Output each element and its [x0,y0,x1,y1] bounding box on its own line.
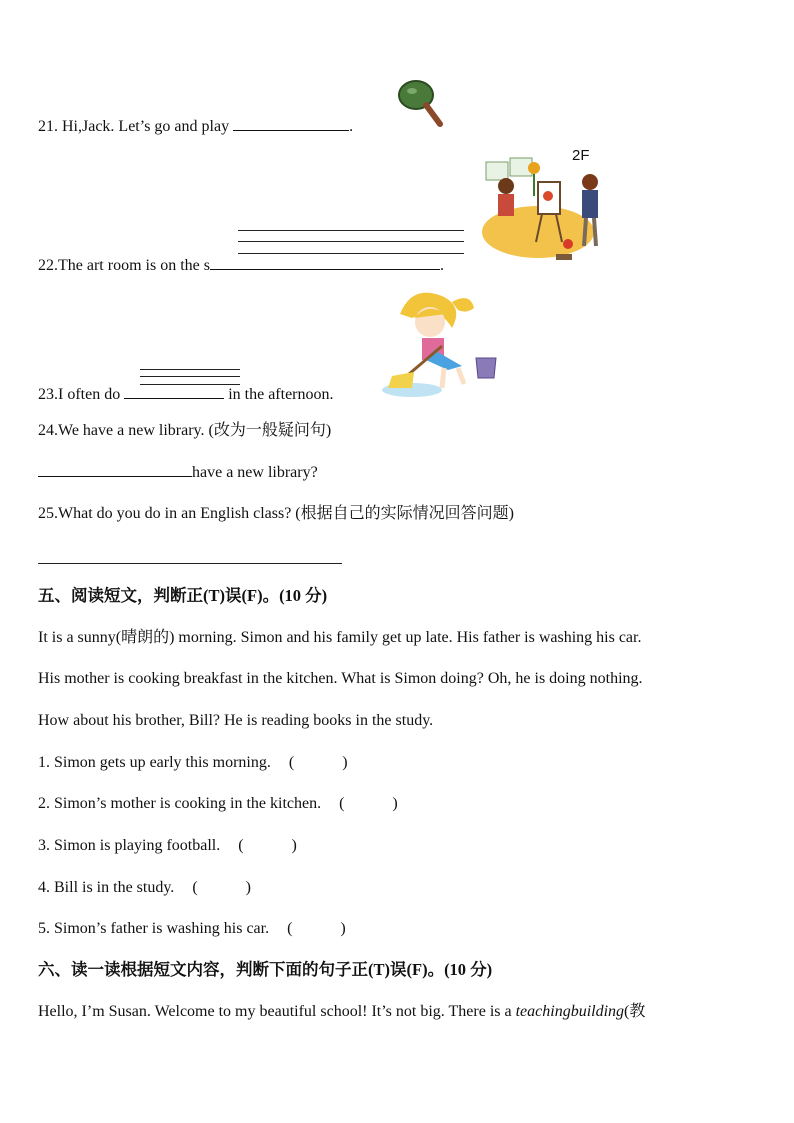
art-room-picture [480,148,602,268]
question-23 [38,384,334,405]
question-22-text: 22.The art room is on the s [38,257,210,274]
question-24: 24.We have a new library. (改为一般疑问句) [38,422,332,439]
question-23-post: in the afternoon. [224,386,334,403]
judgement-item-text: 1. Simon gets up early this morning. [38,754,271,771]
answer-parentheses[interactable]: ( ) [287,920,346,937]
judgement-item-text: 3. Simon is playing football. [38,837,221,854]
question-25: 25.What do you do in an English class? (根据自己的实际情况回答问题) [38,505,514,522]
passage-text-end: (教 [624,1003,646,1020]
writing-guide-line [140,369,240,370]
answer-blank-24[interactable] [38,462,192,477]
judgement-item [38,919,346,939]
question-24-answer-line [38,462,318,483]
writing-guide-line [140,376,240,377]
judgement-item-text: 2. Simon’s mother is cooking in the kitchen. [38,795,322,812]
question-21-end: . [349,118,354,135]
answer-parentheses[interactable]: ( ) [288,754,348,771]
judgement-item [38,836,297,856]
judgement-item-text: 5. Simon’s father is washing his car. [38,920,270,937]
answer-parentheses[interactable]: ( ) [238,837,297,854]
section-6-heading: 六、读一读根据短文内容，判断下面的句子正(T)误(F)。(10 分) [38,960,493,979]
passage-line: How about his brother, Bill? He is reading books in the study. [38,712,434,729]
judgement-item [38,878,251,898]
answer-blank-23[interactable] [124,384,224,399]
passage-line: It is a sunny(晴朗的) morning. Simon and his family get up late. His father is washing his car. [38,629,642,646]
question-23-pre: 23.I often do [38,386,125,403]
answer-parentheses[interactable]: ( ) [192,879,251,896]
floor-label: 2F [572,147,590,164]
section-6-passage-line [38,1002,645,1022]
passage-line: His mother is cooking breakfast in the kitchen. What is Simon doing? Oh, he is doing nothing. [38,670,643,687]
answer-parentheses[interactable]: ( ) [339,795,398,812]
answer-blank-25[interactable] [38,563,342,564]
ping-pong-paddle-icon [396,78,444,128]
passage-italic-term: teachingbuilding [515,1003,625,1020]
question-24-tail: have a new library? [192,464,318,481]
writing-guide-line [238,230,464,231]
answer-blank-21[interactable] [233,116,349,131]
writing-guide-line [140,384,240,385]
question-22 [38,255,444,276]
passage-text: Hello, I’m Susan. Welcome to my beautiful school! It’s not big. There is a [38,1003,516,1020]
question-22-end: . [439,257,444,274]
answer-blank-22[interactable] [210,255,440,270]
writing-guide-line [238,241,464,242]
girl-mopping-picture [378,284,502,398]
judgement-item-text: 4. Bill is in the study. [38,879,175,896]
question-21 [38,116,353,137]
judgement-item [38,794,398,814]
judgement-item [38,753,348,773]
writing-guide-line [238,253,464,254]
question-21-text: 21. Hi,Jack. Let’s go and play [38,118,234,135]
section-5-heading: 五、阅读短文，判断正(T)误(F)。(10 分) [38,586,328,605]
